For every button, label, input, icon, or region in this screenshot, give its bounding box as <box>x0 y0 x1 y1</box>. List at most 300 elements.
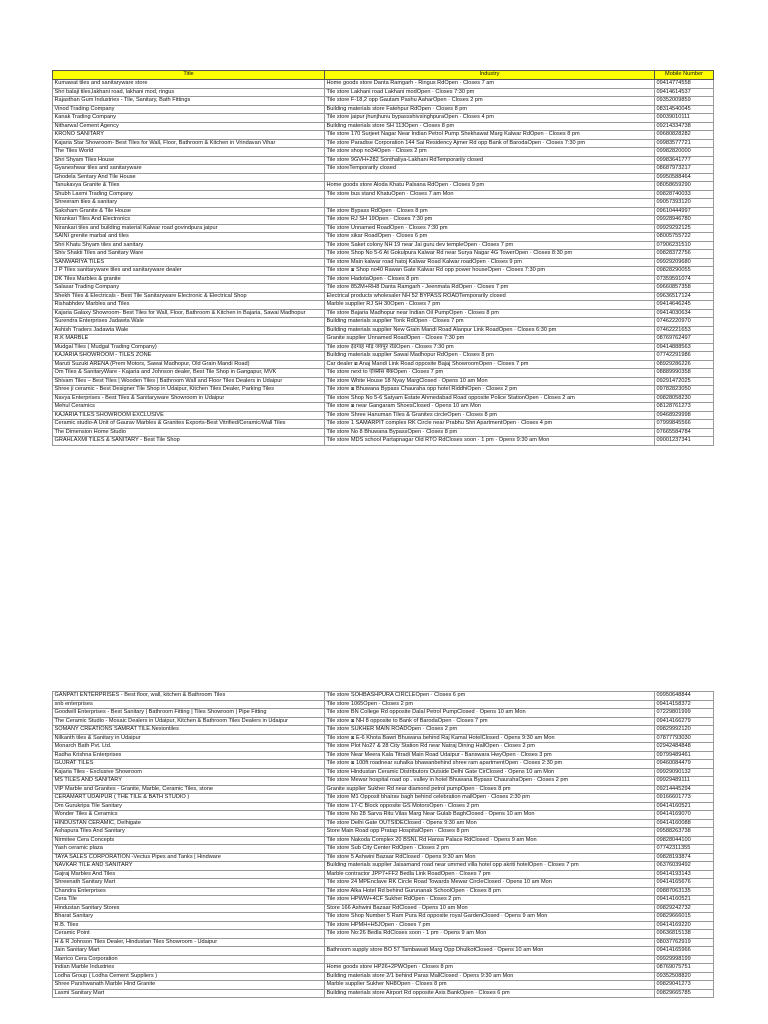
cell-mobile-number[interactable]: 09291472025 <box>655 377 714 386</box>
cell-industry[interactable]: Tile store Paradise Corporation 144 Sai Residency Ajmer Rd opp Bank of BarodaOpen · Closes 7:30 pm <box>325 139 655 148</box>
cell-title[interactable]: Shree ji ceramic - Best Designer Tile Shop in Udaipur, Kitchen Tiles Dealer, Parking Tiles <box>53 386 325 395</box>
cell-industry[interactable]: Tile store Alka Hotel Rd behind Gurunanak SchoolOpen · Closes 8 pm <box>325 887 655 896</box>
cell-mobile-number[interactable]: 09828044100 <box>655 836 714 845</box>
cell-industry[interactable]: Tile store SOHBASHPURA CIRCLEOpen · Closes 6 pm <box>325 692 655 701</box>
table-row <box>53 981 714 990</box>
table-row <box>53 224 714 233</box>
cell-title[interactable]: Hindustan Sanitary Stores <box>53 904 325 913</box>
cell-title[interactable]: The Tiles World <box>53 148 325 157</box>
cell-mobile-number[interactable]: 09928946780 <box>655 216 714 225</box>
listing-table-top <box>52 70 714 446</box>
table-row <box>53 777 714 786</box>
cell-industry[interactable]: Car dealer ⧆ Anaj Mandi Link Road opposite Bajaj ShowroomOpen · Closes 7 pm <box>325 360 655 369</box>
table-row <box>53 802 714 811</box>
cell-industry[interactable]: Tile store Delhi Gate OUTSIDEClosed · Opens 9:30 am Mon <box>325 819 655 828</box>
table-row <box>53 734 714 743</box>
table-row <box>53 394 714 403</box>
table-row <box>53 80 714 89</box>
cell-industry[interactable]: Tile store Shop No 5-6 At Gokulpura Kalwar Rd near Surya Nagar 4G TowerOpen · Closes 8:30 pm <box>325 250 655 259</box>
cell-title[interactable]: Nirankari Tiles And Electronics <box>53 216 325 225</box>
cell-mobile-number[interactable]: 09414169070 <box>655 811 714 820</box>
table-row <box>53 743 714 752</box>
table-row <box>53 964 714 973</box>
cell-title[interactable]: Goodwill Enterprises - Best Sanitary | Bathroom Fitting | Tiles Showroom | Pipe Fitting <box>53 709 325 718</box>
cell-industry[interactable]: Home goods store HP26+2PWOpen · Closes 8 pm <box>325 964 655 973</box>
cell-industry[interactable]: Tile store BN College Rd opposite Dalal Petrol PumpClosed · Opens 10 am Mon <box>325 709 655 718</box>
cell-mobile-number[interactable]: 07742311355 <box>655 845 714 854</box>
cell-title[interactable]: DK Tiles Marbles & granite <box>53 275 325 284</box>
cell-mobile-number[interactable]: 09001237341 <box>655 437 714 446</box>
cell-title[interactable]: Laxmi Sanitary Mart <box>53 989 325 998</box>
cell-mobile-number[interactable]: 09214334738 <box>655 122 714 131</box>
table-row <box>53 105 714 114</box>
cell-title[interactable]: Ashish Traders Jadawta Wale <box>53 326 325 335</box>
table-row <box>53 896 714 905</box>
cell-mobile-number[interactable]: 09828290055 <box>655 267 714 276</box>
table-row <box>53 420 714 429</box>
cell-industry[interactable] <box>325 173 655 182</box>
cell-industry[interactable]: Building materials supplier New Grain Mandi Road Alanpur Link RoadOpen · Closes 6:30 pm <box>325 326 655 335</box>
cell-title[interactable]: TAYA SALES CORPORATION -Vectus Pipes and Tanks | Hindware <box>53 853 325 862</box>
cell-mobile-number[interactable]: 09929292125 <box>655 224 714 233</box>
cell-industry[interactable]: Tile store ⧆ 100ft roadnear suhalka bhawanbehind shree ram apartmentOpen · Closes 2:30 pm <box>325 760 655 769</box>
cell-title[interactable]: Wonder Tiles & Ceramics <box>53 811 325 820</box>
cell-mobile-number[interactable]: 09414169220 <box>655 921 714 930</box>
table-row <box>53 241 714 250</box>
cell-mobile-number[interactable]: 09414165966 <box>655 947 714 956</box>
cell-industry[interactable]: Building materials store Fatehpur RdOpen · Closes 8 pm <box>325 105 655 114</box>
cell-mobile-number[interactable]: 09799489461 <box>655 751 714 760</box>
cell-mobile-number[interactable]: 07462221653 <box>655 326 714 335</box>
cell-industry[interactable]: Building materials supplier Sawai Madhopur RdOpen · Closes 8 pm <box>325 352 655 361</box>
cell-industry[interactable]: Tile store ⧆ Shop no40 Rawan Gate Kalwar Rd opp power houseOpen · Closes 7:30 pm <box>325 267 655 276</box>
cell-industry[interactable]: Tile store Sub City Center RdOpen · Closes 2 pm <box>325 845 655 854</box>
cell-mobile-number[interactable]: 09414160521 <box>655 802 714 811</box>
cell-title[interactable]: Radha Krishna Enterprises <box>53 751 325 760</box>
cell-mobile-number[interactable]: 09166601773 <box>655 794 714 803</box>
cell-mobile-number[interactable]: 07462220970 <box>655 318 714 327</box>
cell-mobile-number[interactable]: 09588263738 <box>655 828 714 837</box>
cell-title[interactable]: Lodha Group ( Lodha Cement Suppliers ) <box>53 972 325 981</box>
cell-industry[interactable]: Home goods store Aloda Khatu Palsana RdOpen · Closes 9 pm <box>325 182 655 191</box>
cell-mobile-number[interactable]: 02942484848 <box>655 743 714 752</box>
table-row <box>53 930 714 939</box>
cell-industry[interactable]: Tile store 17-C Block opposite GS MotorsOpen · Closes 2 pm <box>325 802 655 811</box>
cell-mobile-number[interactable]: 09214445294 <box>655 785 714 794</box>
cell-title[interactable]: Shree Parshwanath Marble Hind Granite <box>53 981 325 990</box>
header-mobile-number[interactable]: Mobile Number <box>655 71 714 80</box>
cell-title[interactable]: NAVKAR TILE AND SANITARY <box>53 862 325 871</box>
cell-industry[interactable]: Store Main Road opp Pratap HospitalOpen · Closes 8 pm <box>325 828 655 837</box>
cell-title[interactable]: GUJRAT TILES <box>53 760 325 769</box>
header-row <box>53 71 714 80</box>
cell-mobile-number[interactable]: 08769075751 <box>655 964 714 973</box>
cell-title[interactable]: Shiv Shakti Tiles and Sanitary Ware <box>53 250 325 259</box>
table-row <box>53 377 714 386</box>
cell-mobile-number[interactable]: 09352009859 <box>655 97 714 106</box>
cell-title[interactable]: GANPATI ENTERPRISES - Best floor, wall, kitchen & Bathroom Tiles <box>53 692 325 701</box>
cell-industry[interactable]: Tile store 9GVH+282 Sonthaliya-Lakhani RdTemporarily closed <box>325 156 655 165</box>
table-row <box>53 156 714 165</box>
table-row <box>53 836 714 845</box>
table-row <box>53 309 714 318</box>
listing-table-bottom <box>52 691 714 998</box>
cell-industry[interactable]: Tile store No:26 Bedla RdCloses soon · 1 pm · Opens 9 am Mon <box>325 930 655 939</box>
cell-mobile-number[interactable]: 09680828282 <box>655 131 714 140</box>
table-row <box>53 352 714 361</box>
table-row <box>53 199 714 208</box>
cell-title[interactable]: H & R Johnson Tiles Dealer, Hindustan Tiles Showroom - Udaipur <box>53 938 325 947</box>
cell-mobile-number[interactable]: 07742291986 <box>655 352 714 361</box>
cell-title[interactable]: Ceramic studio-A Unit of Gaurav Marbles & Granites Exports-Best Vitrified/Ceramic/Wall Tiles <box>53 420 325 429</box>
cell-mobile-number[interactable]: 07999845566 <box>655 420 714 429</box>
cell-title[interactable]: Bharat Sanitary <box>53 913 325 922</box>
cell-title[interactable]: MS TILES AND SANITARY <box>53 777 325 786</box>
cell-title[interactable]: Shekh Tiles & Electricals - Best Tile Sanitaryware Electronic & Electrical Shop <box>53 292 325 301</box>
cell-industry[interactable]: Tile store Unnamed RoadOpen · Closes 7:30 pm <box>325 224 655 233</box>
cell-mobile-number[interactable]: 09414160521 <box>655 896 714 905</box>
cell-industry[interactable]: Marble contractor JPP7+FF2 Bedla Link RoadOpen · Closes 7 pm <box>325 870 655 879</box>
cell-industry[interactable]: Tile store ⧆ near Gangaram ShoesClosed · Opens 10 am Mon <box>325 403 655 412</box>
table-row <box>53 428 714 437</box>
cell-industry[interactable]: Tile store Bajaria Madhopur near Indian Oil PumpOpen · Closes 8 pm <box>325 309 655 318</box>
cell-mobile-number[interactable]: 06376039492 <box>655 862 714 871</box>
cell-title[interactable]: CERAMART UDAIPUR ( THE TILE & BATH STUDIO ) <box>53 794 325 803</box>
cell-title[interactable]: HINDUSTAN CERAMIC, Delhigate <box>53 819 325 828</box>
cell-mobile-number[interactable]: 09887063135 <box>655 887 714 896</box>
cell-title[interactable]: Om Tiles & SanitaryWare - Kajaria and Johnson dealer, Best Tile Shop in Gangapur, MVK <box>53 369 325 378</box>
cell-title[interactable]: Kajaria Tiles - Exclusive Showroom <box>53 768 325 777</box>
cell-industry[interactable] <box>325 955 655 964</box>
cell-mobile-number[interactable]: 09460084479 <box>655 760 714 769</box>
cell-title[interactable]: R.K MARBLE <box>53 335 325 344</box>
cell-mobile-number[interactable]: 09610444997 <box>655 207 714 216</box>
cell-mobile-number[interactable]: 09039010111 <box>655 114 714 123</box>
cell-title[interactable]: Kajaria Galaxy Showroom- Best Tiles for Wall, Floor, Bathroom & Kitchen in Bajaria, Sawai Madhopur <box>53 309 325 318</box>
cell-industry[interactable]: Tile store bus stand KhatuOpen · Closes 7 am Mon <box>325 190 655 199</box>
cell-industry[interactable]: Tile store 1 SAMARPIT complex RK Circle near Prabhu Shri ApartmentOpen · Closes 4 pm <box>325 420 655 429</box>
cell-mobile-number[interactable]: 09929998199 <box>655 955 714 964</box>
cell-mobile-number[interactable]: 09828740033 <box>655 190 714 199</box>
cell-industry[interactable]: Tile store White House 18 Nyay MargClosed · Opens 10 am Mon <box>325 377 655 386</box>
cell-industry[interactable]: Tile store ⧆ E-6 Khota Bawri Bhuwana behind Raj Kamal HotelClosed · Opens 9:30 am Mon <box>325 734 655 743</box>
cell-title[interactable]: Om Gurukripa Tile Sanitary <box>53 802 325 811</box>
table-row <box>53 131 714 140</box>
table-row <box>53 947 714 956</box>
table-row <box>53 97 714 106</box>
table-row <box>53 989 714 998</box>
cell-title[interactable]: The Dimension Home Studio <box>53 428 325 437</box>
table-row <box>53 301 714 310</box>
cell-mobile-number[interactable]: 09468929998 <box>655 411 714 420</box>
cell-industry[interactable]: Tile store Mewar hospital road op . valley in hotel Bhuwana Bypass ChaurahaOpen · Closes 2 pm <box>325 777 655 786</box>
table-row <box>53 853 714 862</box>
header-title[interactable]: Title <box>53 71 325 80</box>
cell-mobile-number[interactable]: 09660857358 <box>655 284 714 293</box>
table-row <box>53 148 714 157</box>
cell-industry[interactable]: Tile store Lakhani road Lakhani modOpen · Closes 7:30 pm <box>325 88 655 97</box>
cell-title[interactable]: KAJARIA TILES SHOWROOM EXCLUSIVE <box>53 411 325 420</box>
cell-title[interactable]: Marrico Cera Corporation <box>53 955 325 964</box>
table-row <box>53 709 714 718</box>
cell-title[interactable]: KAJARIA SHOWROOM - TILES ZONE <box>53 352 325 361</box>
table-row <box>53 88 714 97</box>
cell-industry[interactable]: Tile store Shop Number 5 Ram Pura Rd opposite royal GardenClosed · Opens 9 am Mon <box>325 913 655 922</box>
cell-title[interactable]: J P Tiles sanitaryware tiles and sanitaryware dealer <box>53 267 325 276</box>
cell-title[interactable]: Kumawat tiles and sanitaryware store <box>53 80 325 89</box>
cell-title[interactable]: The Ceramic Studio - Mosaic Dealers in Udaipur, Kitchen & Bathroom Tiles Dealers in Udaipur <box>53 717 325 726</box>
cell-industry[interactable]: Tile store Near Meera Kala Titradi Main Road Udaipur - Banswara HwyOpen · Closes 3 pm <box>325 751 655 760</box>
cell-title[interactable]: Rajasthan Gum Industries - Tile, Sanitary, Bath Fittings <box>53 97 325 106</box>
cell-title[interactable]: Nirankari tiles and building material Kalwar road govindpura jaipur <box>53 224 325 233</box>
cell-title[interactable]: SAINI grenite marbal and tiles <box>53 233 325 242</box>
cell-title[interactable]: VIP Marble and Granites - Granite, Marble, Ceramic Tiles, stone <box>53 785 325 794</box>
table-row <box>53 284 714 293</box>
cell-title[interactable]: Kanak Trading Company <box>53 114 325 123</box>
cell-mobile-number[interactable]: 07906231510 <box>655 241 714 250</box>
cell-title[interactable]: Cera Tile <box>53 896 325 905</box>
cell-industry[interactable]: Bathroom supply store BO 57 Tambawati Marg Opp DhulkotClosed · Opens 10 am Mon <box>325 947 655 956</box>
cell-industry[interactable]: Tile store sikar RoadOpen · Closes 6 pm <box>325 233 655 242</box>
cell-industry[interactable]: Tile store Shop No 5-6 Satyam Estate Ahmedabad Road opposite Police StationOpen · Closes 2 am <box>325 394 655 403</box>
cell-mobile-number[interactable]: 09414646245 <box>655 301 714 310</box>
cell-industry[interactable]: Tile store shop no34Open · Closes 2 pm <box>325 148 655 157</box>
table-row <box>53 250 714 259</box>
cell-industry[interactable]: Tile store Bypass RdOpen · Closes 8 pm <box>325 207 655 216</box>
cell-title[interactable]: Shreeram tiles & sanitary <box>53 199 325 208</box>
cell-industry[interactable] <box>325 938 655 947</box>
table-row <box>53 437 714 446</box>
cell-mobile-number[interactable]: 08929286226 <box>655 360 714 369</box>
cell-mobile-number[interactable]: 09414160088 <box>655 819 714 828</box>
cell-mobile-number[interactable]: 08889990358 <box>655 369 714 378</box>
cell-title[interactable]: Jain Sanitary Mart <box>53 947 325 956</box>
cell-title[interactable]: Nitharwal Cement Agency <box>53 122 325 131</box>
cell-mobile-number[interactable]: 08314540045 <box>655 105 714 114</box>
cell-industry[interactable]: Tile store 24 MPEnclave RK Circle Road Towards Mewar CircleClosed · Opens 10 am Mon <box>325 879 655 888</box>
cell-mobile-number[interactable]: 08037762919 <box>655 938 714 947</box>
cell-industry[interactable]: Tile store Plot No27 & 28 City Station Rd near Natraj Dining HallOpen · Closes 2 pm <box>325 743 655 752</box>
cell-title[interactable]: Navya Enterprises - Best Tiles & Sanitaryware Showroom in Udaipur <box>53 394 325 403</box>
table-row <box>53 114 714 123</box>
cell-title[interactable]: Surendra Enterprises Jadawta Wale <box>53 318 325 327</box>
cell-mobile-number[interactable]: 09414614537 <box>655 88 714 97</box>
cell-industry[interactable]: Tile store Main kalwar road hatoj Kalwar Road Kalwar roadOpen · Closes 9 pm <box>325 258 655 267</box>
cell-industry[interactable]: Granite supplier Sukher Rd near diamond petrol pumpOpen · Closes 8 pm <box>325 785 655 794</box>
cell-title[interactable]: Rishabhdev Marbles and Tiles <box>53 301 325 310</box>
cell-title[interactable]: Nirmitee Cera Concepts <box>53 836 325 845</box>
table-row <box>53 369 714 378</box>
cell-title[interactable]: SOMANY CREATIONS SAMRAT TILE.Nexiontiles <box>53 726 325 735</box>
cell-mobile-number[interactable]: 07359591074 <box>655 275 714 284</box>
cell-mobile-number[interactable]: 09414193143 <box>655 870 714 879</box>
cell-title[interactable]: Shubh Laxmi Trading Company <box>53 190 325 199</box>
cell-industry[interactable]: Tile store 170 Surjeet Nagar Near Indian Petrol Pump Shekhawat Marg Kalwar RdOpen · Closes 8 pm <box>325 131 655 140</box>
cell-title[interactable]: KRONO SANITARY <box>53 131 325 140</box>
cell-title[interactable]: Indian Marble Industries <box>53 964 325 973</box>
table-row <box>53 870 714 879</box>
table-row <box>53 726 714 735</box>
table-row <box>53 819 714 828</box>
cell-mobile-number[interactable]: 09828193874 <box>655 853 714 862</box>
cell-industry[interactable]: Tile store HPWW+4CF Sukher RdOpen · Closes 2 pm <box>325 896 655 905</box>
cell-mobile-number[interactable]: 09414888563 <box>655 343 714 352</box>
cell-industry[interactable]: Tile store HPMH+H5JOpen · Closes 7 pm <box>325 921 655 930</box>
cell-mobile-number[interactable]: 09828372756 <box>655 250 714 259</box>
cell-industry[interactable]: Tile store M1 Opposit bhairav bagh behind celebration mallOpen · Closes 2:30 pm <box>325 794 655 803</box>
cell-mobile-number[interactable]: 09929090132 <box>655 768 714 777</box>
cell-title[interactable]: Shri balaji tiles,lakhani road, lakhani mod, ringus <box>53 88 325 97</box>
cell-mobile-number[interactable]: 09828058230 <box>655 394 714 403</box>
cell-industry[interactable]: Tile store Saket colony NH 19 near Jai guru dev templeOpen · Closes 7 pm <box>325 241 655 250</box>
cell-industry[interactable]: Tile store Hindustan Ceramic Distributors Outside Delhi Gate CirClosed · Opens 10 am Mon <box>325 768 655 777</box>
cell-title[interactable]: Shivam Tiles – Best Tiles | Wooden Tiles | Bathroom Wall and Floor Tiles Dealers in Udaipur <box>53 377 325 386</box>
cell-title[interactable]: Mehul Ceramics <box>53 403 325 412</box>
cell-mobile-number[interactable]: 09929489111 <box>655 777 714 786</box>
table-row <box>53 403 714 412</box>
cell-industry[interactable]: Tile store MDS school Partapnagar Old RTO RdCloses soon · 1 pm · Opens 9:30 am Mon <box>325 437 655 446</box>
cell-industry[interactable]: Tile store HadotaOpen · Closes 8 pm <box>325 275 655 284</box>
header-industry[interactable]: Industry <box>325 71 655 80</box>
cell-industry[interactable]: Tile store Nakoda Complex 20 BSNL Rd Hansa Palace RdClosed · Opens 9 am Mon <box>325 836 655 845</box>
table-row <box>53 335 714 344</box>
cell-title[interactable]: Ghodela Sentary And Tile House <box>53 173 325 182</box>
cell-industry[interactable]: Tile store No 28 Sarva Ritu Vilas Marg Near Gulab BaghClosed · Opens 10 am Mon <box>325 811 655 820</box>
cell-mobile-number[interactable]: 09414166279 <box>655 717 714 726</box>
cell-industry[interactable]: Tile store 5 Ashwini Bazaar RdClosed · Opens 9:30 am Mon <box>325 853 655 862</box>
cell-title[interactable]: Maruti Suzuki ARENA (Prem Motors, Sawai Madhopur, Old Grain Mandi Road) <box>53 360 325 369</box>
cell-industry[interactable]: Tile store SUKHER MAIN ROADOpen · Closes 2 pm <box>325 726 655 735</box>
cell-industry[interactable]: Tile store Shree Hanuman Tiles & Granites circleOpen · Closes 8 pm <box>325 411 655 420</box>
cell-mobile-number[interactable]: 09782823050 <box>655 386 714 395</box>
cell-title[interactable]: SANWARIYA TILES <box>53 258 325 267</box>
cell-title[interactable]: Gajraj Marbles And Tiles <box>53 870 325 879</box>
cell-industry[interactable]: Tile store 1065Open · Closes 2 pm <box>325 700 655 709</box>
cell-title[interactable]: Vinod Trading Company <box>53 105 325 114</box>
table-row <box>53 173 714 182</box>
cell-mobile-number[interactable]: 09982820000 <box>655 148 714 157</box>
table-row <box>53 828 714 837</box>
cell-industry[interactable]: Tile store No 8 Bhuwana BypassOpen · Closes 8 pm <box>325 428 655 437</box>
table-row <box>53 165 714 174</box>
cell-mobile-number[interactable]: 09829242732 <box>655 904 714 913</box>
cell-industry[interactable]: Granite supplier Unnamed RoadOpen · Closes 7:30 pm <box>325 335 655 344</box>
cell-mobile-number[interactable]: 09829666015 <box>655 913 714 922</box>
cell-title[interactable]: R.B. Tiles <box>53 921 325 930</box>
cell-industry[interactable]: Tile store F-18,2 opp Gautam Pashu AaharOpen · Closes 2 pm <box>325 97 655 106</box>
cell-industry[interactable] <box>325 199 655 208</box>
cell-mobile-number[interactable]: 09414165676 <box>655 879 714 888</box>
cell-industry[interactable]: Marble supplier RJ SH 30Open · Closes 7 pm <box>325 301 655 310</box>
table-row <box>53 292 714 301</box>
cell-title[interactable]: Kajaria Star Showroom- Best Tiles for Wall, Floor, Bathroom & Kitchen in Vrindavan Vihar <box>53 139 325 148</box>
cell-industry[interactable]: Electrical products wholesaler NH 52 BYPASS ROADTemporarily closed <box>325 292 655 301</box>
cell-mobile-number[interactable]: 09636815138 <box>655 930 714 939</box>
cell-mobile-number[interactable]: 09636517124 <box>655 292 714 301</box>
cell-title[interactable]: snb enterprises <box>53 700 325 709</box>
cell-mobile-number[interactable]: 09057393120 <box>655 199 714 208</box>
cell-industry[interactable]: Tile store ईदगाह मोड़ जयपुर रोडOpen · Closes 7:30 pm <box>325 343 655 352</box>
cell-title[interactable]: Saksham Granite & Tile House <box>53 207 325 216</box>
table-row <box>53 972 714 981</box>
cell-mobile-number[interactable]: 09414774558 <box>655 80 714 89</box>
cell-title[interactable]: Shri Shyam Tiles House <box>53 156 325 165</box>
cell-mobile-number[interactable]: 08687973217 <box>655 165 714 174</box>
table-row <box>53 182 714 191</box>
cell-industry[interactable]: Tile store 852M+RH8 Danta Ramgarh - Jeenmata RdOpen · Closes 7 pm <box>325 284 655 293</box>
table-row <box>53 938 714 947</box>
table-row <box>53 326 714 335</box>
cell-mobile-number[interactable]: 09829041273 <box>655 981 714 990</box>
cell-title[interactable]: Shri Khatu Shyam tiles and sanitary <box>53 241 325 250</box>
cell-industry[interactable]: Building materials store SH 113Open · Closes 8 pm <box>325 122 655 131</box>
cell-title[interactable]: Tanukavya Granite & Tiles <box>53 182 325 191</box>
cell-title[interactable]: Yash ceramic plaza <box>53 845 325 854</box>
table-row <box>53 862 714 871</box>
cell-industry[interactable]: Marble supplier Sukher NH8Open · Closes 8 pm <box>325 981 655 990</box>
cell-industry[interactable]: Home goods store Danta Ramgarh - Ringus RdOpen · Closes 7 am <box>325 80 655 89</box>
cell-industry[interactable]: Tile store RJ SH 19Open · Closes 7:30 pm <box>325 216 655 225</box>
cell-industry[interactable]: Store 166 Ashwini Bazaar RdClosed · Opens 10 am Mon <box>325 904 655 913</box>
table-row <box>53 343 714 352</box>
cell-mobile-number[interactable]: 09352508820 <box>655 972 714 981</box>
cell-mobile-number[interactable]: 09983577721 <box>655 139 714 148</box>
cell-title[interactable]: Chandra Enterprises <box>53 887 325 896</box>
cell-mobile-number[interactable]: 09829665785 <box>655 989 714 998</box>
cell-title[interactable]: Mudgal Tiles ( Mudgal Trading Company) <box>53 343 325 352</box>
cell-mobile-number[interactable]: 09983641777 <box>655 156 714 165</box>
cell-mobile-number[interactable]: 09414158372 <box>655 700 714 709</box>
cell-title[interactable]: Nilkanth tiles & Sanitary in Udaipur <box>53 734 325 743</box>
cell-industry[interactable]: Building materials store Airport Rd opposite Axis BankOpen · Closes 6 pm <box>325 989 655 998</box>
cell-industry[interactable]: Tile store ⧆ NH 8 opposite to Bank of BarodaOpen · Closes 7 pm <box>325 717 655 726</box>
cell-industry[interactable]: Tile storeTemporarily closed <box>325 165 655 174</box>
cell-mobile-number[interactable]: 09950588464 <box>655 173 714 182</box>
cell-title[interactable]: Shreenath Sanitary Mart <box>53 879 325 888</box>
table-row <box>53 318 714 327</box>
cell-mobile-number[interactable]: 08128761273 <box>655 403 714 412</box>
cell-title[interactable]: Ashapura Tiles And Sanitary <box>53 828 325 837</box>
cell-mobile-number[interactable]: 08769762497 <box>655 335 714 344</box>
cell-industry[interactable]: Tile store jaipur jhunjhunu bypassshivsinghpuraOpen · Closes 4 pm <box>325 114 655 123</box>
cell-mobile-number[interactable]: 09414030634 <box>655 309 714 318</box>
cell-industry[interactable]: Building materials store 2/1 behind Paras MallClosed · Opens 9:30 am Mon <box>325 972 655 981</box>
cell-mobile-number[interactable]: 08005755722 <box>655 233 714 242</box>
cell-industry[interactable]: Building materials supplier Jaisamand road near ummed villa hotel opp akriti hotelOpen · Closes 7 pm <box>325 862 655 871</box>
cell-mobile-number[interactable]: 09950648844 <box>655 692 714 701</box>
table-row <box>53 785 714 794</box>
cell-title[interactable]: GRAHLAXMI TILES & SANITARY - Best Tile Shop <box>53 437 325 446</box>
table-row <box>53 360 714 369</box>
cell-industry[interactable]: Building materials supplier Tonk RdOpen · Closes 7 pm <box>325 318 655 327</box>
cell-mobile-number[interactable]: 07229801999 <box>655 709 714 718</box>
cell-mobile-number[interactable]: 07665584784 <box>655 428 714 437</box>
cell-industry[interactable]: Tile store ⧆ Bhuwana Bypass Chauraha opp hotel RiddhiOpen · Closes 2 pm <box>325 386 655 395</box>
table-row <box>53 700 714 709</box>
cell-mobile-number[interactable]: 09829992120 <box>655 726 714 735</box>
cell-mobile-number[interactable]: 07877793030 <box>655 734 714 743</box>
table-row <box>53 904 714 913</box>
cell-title[interactable]: Monarch Bath Pvt. Ltd. <box>53 743 325 752</box>
cell-title[interactable]: Ceramic Point <box>53 930 325 939</box>
cell-mobile-number[interactable]: 08058659290 <box>655 182 714 191</box>
cell-title[interactable]: Gyaneshwar tiles and sanitaryware <box>53 165 325 174</box>
cell-mobile-number[interactable]: 09929209680 <box>655 258 714 267</box>
cell-industry[interactable]: Tile store next to एक्सिस बैंकOpen · Closes 7 pm <box>325 369 655 378</box>
cell-title[interactable]: Salasar Trading Company <box>53 284 325 293</box>
table-row <box>53 751 714 760</box>
table-row <box>53 887 714 896</box>
